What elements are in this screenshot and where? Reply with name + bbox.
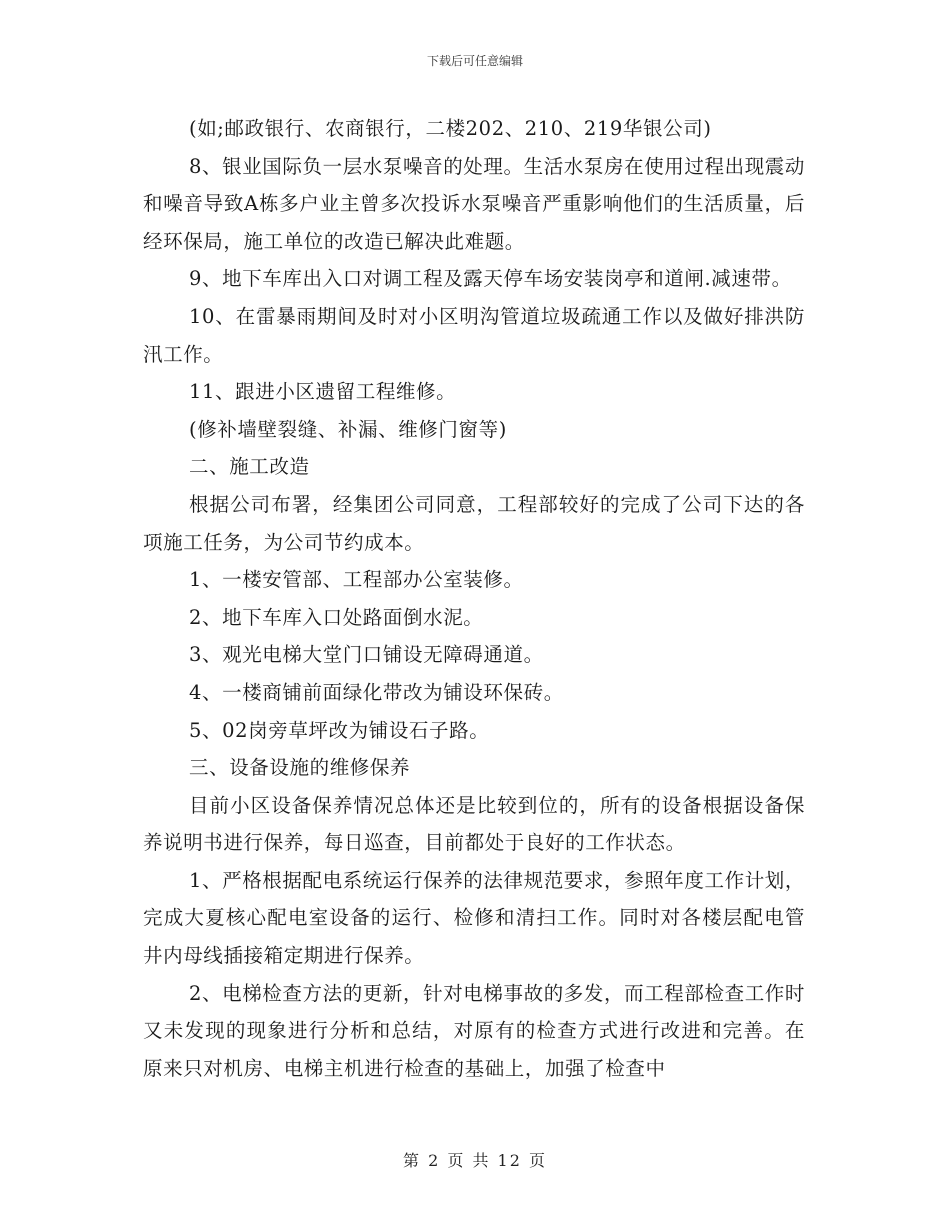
paragraph: 8、银业国际负一层水泵噪音的处理。生活水泵房在使用过程出现震动和噪音导致A栋多户业主曾多次投诉水泵噪音严重影响他们的生活质量，后经环保局，施工单位的改造已解决此难题。 — [143, 154, 806, 253]
paragraph: 2、电梯检查方法的更新，针对电梯事故的多发，而工程部检查工作时又未发现的现象进行分析和总结，对原有的检查方式进行改进和完善。在原来只对机房、电梯主机进行检查的基础上，加强了检查中 — [143, 981, 806, 1080]
paragraph: 10、在雷暴雨期间及时对小区明沟管道垃圾疏通工作以及做好排洪防汛工作。 — [143, 304, 805, 366]
page-footer: 第 2 页 共 12 页 — [403, 1151, 547, 1170]
paragraph: 1、严格根据配电系统运行保养的法律规范要求，参照年度工作计划，完成大夏核心配电室设备的运行、检修和清扫工作。同时对各楼层配电管井内母线插接箱定期进行保养。 — [143, 868, 806, 968]
paragraph: 5、02岗旁草坪改为铺设石子路。 — [189, 718, 490, 742]
section-heading: 三、设备设施的维修保养 — [189, 756, 411, 780]
page-header: 下载后可任意编辑 — [426, 54, 523, 68]
paragraph: 4、一楼商铺前面绿化带改为铺设环保砖。 — [189, 680, 564, 704]
paragraph: 根据公司布署，经集团公司同意，工程部较好的完成了公司下达的各项施工任务，为公司节约成本。 — [143, 492, 805, 554]
paragraph: 3、观光电梯大堂门口铺设无障碍通道。 — [189, 643, 544, 667]
document-body — [143, 110, 805, 1087]
paragraph: 目前小区设备保养情况总体还是比较到位的，所有的设备根据设备保养说明书进行保养，每日巡查，目前都处于良好的工作状态。 — [143, 793, 805, 855]
paragraph: 1、一楼安管部、工程部办公室装修。 — [189, 568, 524, 592]
paragraph: (如;邮政银行、农商银行，二楼202、210、219华银公司) — [189, 117, 712, 140]
paragraph: (修补墙壁裂缝、补漏、维修门窗等) — [189, 417, 507, 441]
paragraph: 2、地下车库入口处路面倒水泥。 — [189, 605, 484, 629]
paragraph: 11、跟进小区遗留工程维修。 — [189, 380, 457, 404]
paragraph: 9、地下车库出入口对调工程及露天停车场安装岗亭和道闸.减速带。 — [189, 267, 792, 291]
section-heading: 二、施工改造 — [189, 455, 310, 479]
